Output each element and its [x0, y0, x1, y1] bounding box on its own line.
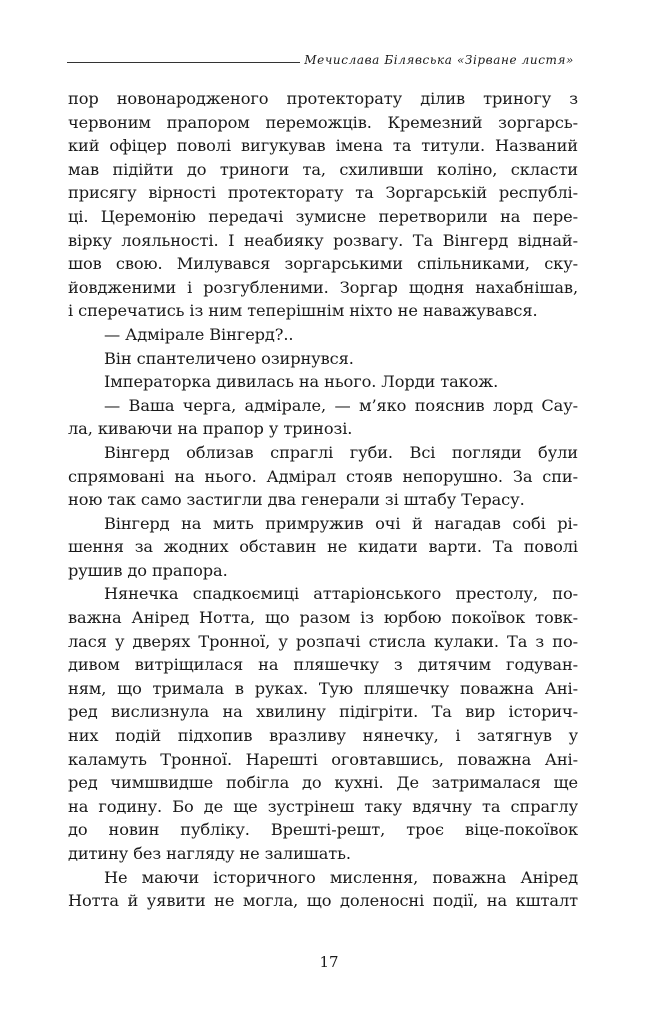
text-line: на годину. Бо де ще зустрінеш таку вдячну та спраглу [68, 796, 578, 816]
page-number: 17 [319, 953, 339, 971]
text-line: рушив до прапора. [68, 560, 228, 580]
text-line: червоним прапором переможців. Кремезний зоргарсь- [68, 112, 578, 132]
text-line: важна Аніред Нотта, що разом із юрбою покоївок товк- [68, 608, 578, 628]
text-line: і сперечатись із ним теперішнім ніхто не наважувався. [68, 301, 538, 321]
text-line: ред виcлизнула на хвилину підігріти. Та вир історич- [68, 702, 578, 722]
text-line: Не маючи історичного мислення, поважна Аніред [104, 867, 578, 887]
text-line: вірку лояльності. І неабияку розвагу. Та Вінгерд віднай- [68, 230, 578, 250]
text-line: ною так само застигли два генерали зі штабу Терасу. [68, 490, 525, 510]
text-line: Нотта й уявити не могла, що доленосні події, на кшталт [68, 891, 578, 911]
text-line: каламуть Тронної. Нарешті оговтавшись, поважна Ані- [68, 749, 578, 769]
text-line: ла, киваючи на прапор у тринозі. [68, 419, 353, 439]
text-line: ням, що тримала в руках. Тую пляшечку поважна Ані- [68, 678, 578, 698]
text-line: Імператорка дивилась на нього. Лорди також. [104, 372, 499, 392]
text-line: йовдженими і розгубленими. Зоргар щодня нахабнішав, [68, 277, 578, 297]
header-rule [67, 62, 300, 63]
text-line: Вінгерд на мить примружив очі й нагадав собі рі- [104, 513, 578, 533]
text-line: спрямовані на нього. Адмірал стояв непорушно. За спи- [68, 466, 578, 486]
text-line: дивом витріщилася на пляшечку з дитячим годуван- [68, 655, 578, 675]
text-line: мав підійти до триноги та, схиливши коліно, скласти [68, 159, 578, 179]
text-line: них подій підхопив вразливу нянечку, і затягнув у [68, 726, 578, 746]
text-line: присягу вірності протекторату та Зоргарській республі- [68, 183, 578, 203]
text-line: ці. Церемонію передачі зумисне перетворили на пере- [68, 206, 578, 226]
text-line: шов свою. Милувався зоргарськими спільниками, ску- [68, 254, 578, 274]
text-line: Вінгерд облизав спраглі губи. Всі погляди були [104, 442, 578, 462]
text-line: пор новонародженого протекторату ділив триногу з [68, 89, 578, 108]
text-line: дитину без нагляду не залишать. [68, 844, 351, 863]
text-line: — Ваша черга, адмірале, — м’яко пояснив лорд Сау- [104, 395, 578, 415]
text-line: Нянечка спадкоємиці аттаріонського престолу, по- [104, 584, 578, 604]
text-line: до новин публіку. Врешті-решт, троє віце-покоївок [68, 820, 578, 840]
text-line: лася у дверях Тронної, у розпачі стисла кулаки. Та з по- [68, 631, 578, 651]
text-line: кий офіцер поволі вигукував імена та титули. Названий [68, 136, 578, 156]
text-line: ред чимшвидше побігла до кухні. Де затрималася ще [68, 773, 578, 793]
text-line: — Адмірале Вінгерд?.. [104, 324, 294, 344]
body-text [68, 87, 578, 913]
text-line: Він спантеличено озирнувся. [104, 348, 354, 368]
running-head [67, 50, 574, 66]
text-line: шення за жодних обставин не кидати варти. Та поволі [68, 537, 578, 557]
running-title: Мечислава Білявська «Зірване листя» [304, 53, 574, 67]
